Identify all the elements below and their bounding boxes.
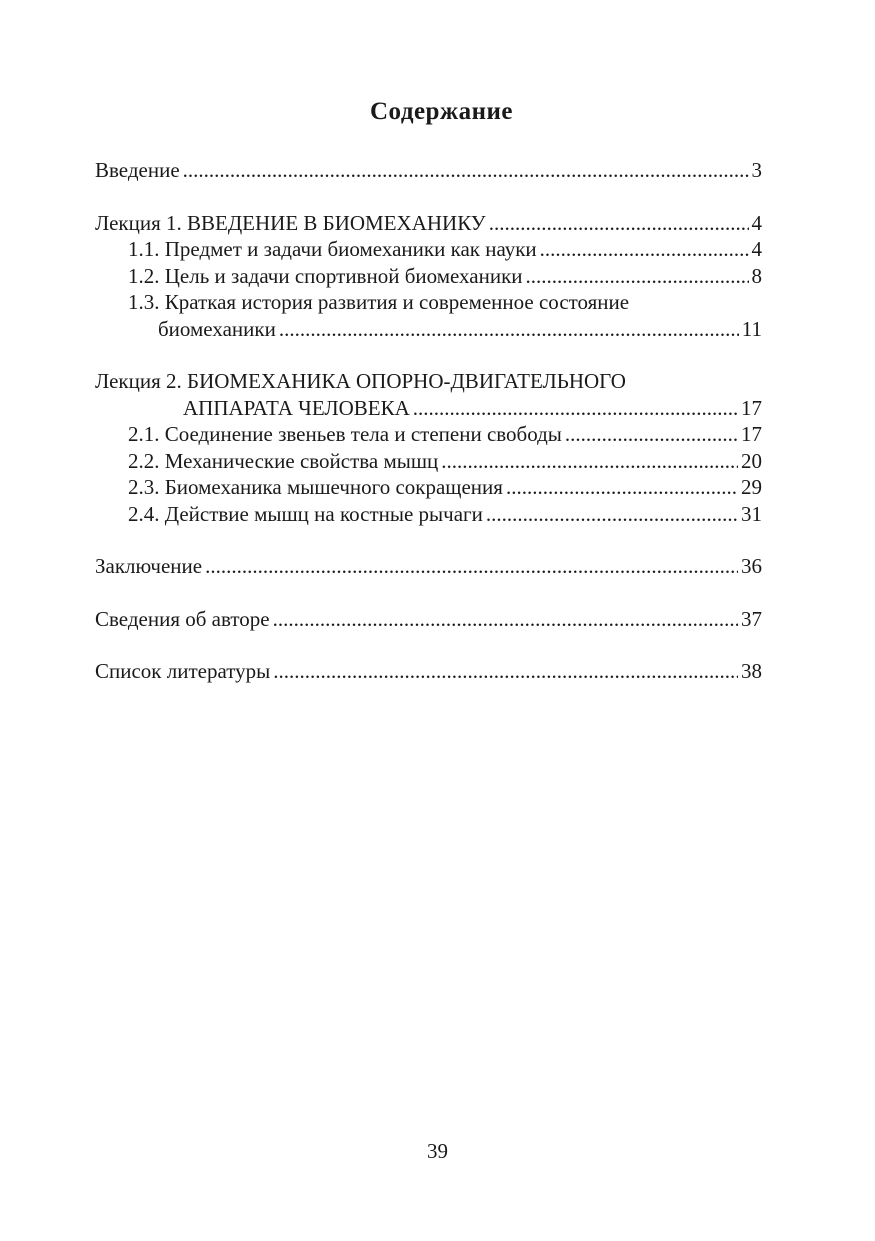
toc-entry-page: 17: [741, 395, 762, 420]
toc-entry-label: Лекция 1. ВВЕДЕНИЕ В БИОМЕХАНИКУ: [95, 210, 486, 235]
page-number-footer: 39: [427, 1139, 448, 1163]
toc-entry-page: 4: [751, 237, 762, 261]
toc-entry-page: 17: [741, 422, 762, 446]
toc-entry-bibliography: [95, 658, 762, 685]
dot-leader: [413, 395, 738, 422]
dot-leader: [205, 553, 738, 580]
toc-entry-page: 8: [751, 263, 762, 288]
dot-leader: [526, 263, 749, 290]
toc-entry-label: Список литературы: [95, 659, 271, 683]
toc-entry-introduction: [95, 157, 762, 184]
dot-leader: [540, 236, 749, 263]
toc-entry-page: 36: [741, 554, 762, 578]
toc-entry-lecture-1: [95, 210, 762, 237]
toc-entry-1-3-line1: [95, 289, 762, 316]
toc-entry-label: Лекция 2. БИОМЕХАНИКА ОПОРНО-ДВИГАТЕЛЬНОГО: [95, 369, 626, 393]
toc-entry-page: 4: [751, 210, 762, 235]
toc-entry-lecture-2-line2: [95, 395, 762, 422]
toc-entry-label: 2.4. Действие мышц на костные рычаги: [128, 501, 483, 526]
toc-entry-label: АППАРАТА ЧЕЛОВЕКА: [183, 395, 410, 420]
toc-entry-page: 11: [741, 316, 762, 341]
toc-entry-label: 2.1. Соединение звеньев тела и степени свободы: [128, 422, 562, 446]
toc-entry-page: 29: [741, 475, 762, 499]
dot-leader: [273, 658, 738, 685]
dot-leader: [489, 210, 749, 237]
toc-entry-label: Введение: [95, 158, 180, 182]
toc-entry-page: 38: [741, 659, 762, 683]
dot-leader: [565, 421, 738, 448]
dot-leader: [506, 474, 738, 501]
toc-entry-1-1: [95, 236, 762, 263]
toc-entry-2-3: [95, 474, 762, 501]
toc-entry-page: 3: [751, 158, 762, 182]
toc-entry-label: 2.2. Механические свойства мышц: [128, 448, 439, 473]
dot-leader: [273, 606, 738, 633]
toc-entry-label: Заключение: [95, 554, 203, 578]
dot-leader: [183, 157, 749, 184]
dot-leader: [486, 501, 738, 528]
dot-leader: [441, 448, 738, 475]
toc-entry-2-2: [95, 448, 762, 475]
toc-entry-lecture-2-line1: [95, 368, 762, 395]
toc-entry-about-author: [95, 606, 762, 633]
toc-entry-label: биомеханики: [158, 316, 276, 341]
toc-entry-1-2: [95, 263, 762, 290]
page-title: Содержание: [369, 98, 513, 125]
toc-entry-page: 20: [741, 448, 762, 473]
toc-entry-conclusion: [95, 553, 762, 580]
toc-entry-1-3-line2: [95, 316, 762, 343]
toc-entry-page: 31: [741, 501, 762, 526]
toc-entry-label: 1.3. Краткая история развития и современное состояние: [128, 290, 630, 314]
toc-entry-label: 2.3. Биомеханика мышечного сокращения: [128, 475, 503, 499]
toc-entry-label: Сведения об авторе: [95, 606, 270, 631]
dot-leader: [279, 316, 739, 343]
toc-entry-label: 1.1. Предмет и задачи биомеханики как науки: [128, 237, 537, 261]
toc-entry-label: 1.2. Цель и задачи спортивной биомеханики: [128, 263, 523, 288]
toc-entry-page: 37: [741, 606, 762, 631]
table-of-contents: [95, 157, 762, 685]
toc-entry-2-1: [95, 421, 762, 448]
toc-entry-2-4: [95, 501, 762, 528]
